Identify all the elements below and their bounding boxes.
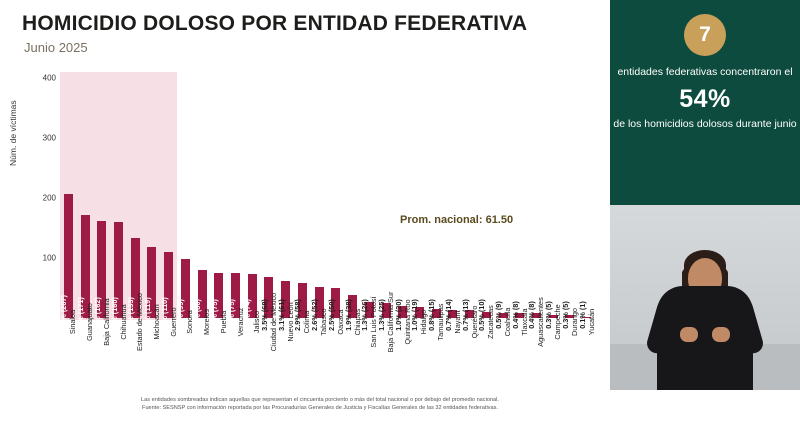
y-axis-label: Núm. de víctimas <box>8 100 18 166</box>
x-axis-tick-text: San Luis Potosí <box>369 296 379 348</box>
x-axis-tick-text: Campeche <box>553 304 563 340</box>
x-axis-tick-text: Ciudad de México <box>268 292 278 352</box>
bar-value-label: 0.4% (8) <box>510 301 520 329</box>
y-axis-tick: 100 <box>42 253 56 263</box>
x-axis-tick-text: Yucatán <box>586 308 596 336</box>
x-axis-tick-text: Guanajuato <box>85 303 95 341</box>
bar-value-label: 0.5% (10) <box>477 299 487 331</box>
y-axis-tick: 300 <box>42 133 56 143</box>
side-panel <box>610 0 800 426</box>
x-axis-tick-text: Tamaulipas <box>436 303 446 341</box>
bar-value-label: 0.8% (15) <box>427 299 437 331</box>
bar-value-label: 1.0% (19) <box>410 299 420 331</box>
x-axis-tick-text: Colima <box>302 310 312 334</box>
x-axis-tick-text: Jalisco <box>252 310 262 334</box>
highlight-callout <box>610 0 800 205</box>
x-axis-tick-text: Puebla <box>218 310 228 334</box>
callout-text-bottom: de los homicidios dolosos durante junio <box>613 118 797 131</box>
bar-value-label: 2.9% (58) <box>293 299 303 331</box>
x-axis-tick-text: Nuevo León <box>285 302 295 342</box>
bar-value-label: 1.3% (25) <box>377 299 387 331</box>
bar-value-label: 1.9% (38) <box>343 299 353 331</box>
x-axis-tick-text: Nayarit <box>452 310 462 334</box>
x-axis-tick-text: Chiapas <box>352 308 362 336</box>
bar-value-label: 10.5% (207) <box>59 295 69 335</box>
bar-value-label: 6.8% (133) <box>126 297 136 333</box>
x-axis-tick-text: Querétaro <box>469 305 479 339</box>
national-average-annotation: Prom. nacional: 61.50 <box>400 214 514 226</box>
bar-value-label: 1.0% (20) <box>393 299 403 331</box>
bar-value-label: 0.4% (8) <box>527 301 537 329</box>
footnote <box>70 396 570 413</box>
sign-language-interpreter-video <box>610 205 800 390</box>
video-footer-spacer <box>610 390 800 426</box>
x-axis-tick-text: Quintana Roo <box>402 299 412 345</box>
bar-value-label: 0.7% (13) <box>460 299 470 331</box>
bar-value-label: 2.5% (50) <box>326 299 336 331</box>
y-axis-tick: 400 <box>42 73 56 83</box>
y-axis-ticks <box>26 73 60 318</box>
bar-value-label: 3.1% (61) <box>276 299 286 331</box>
x-axis-tick-text: Zacatecas <box>486 305 496 339</box>
x-axis-tick-text: Chihuahua <box>118 304 128 340</box>
bar-value-label: 0.1% (1) <box>577 301 587 329</box>
x-axis-tick-text: Tabasco <box>319 308 329 336</box>
bar-value-label: 6.0% (119) <box>142 297 152 333</box>
x-axis-tick-text: Baja California <box>101 298 111 346</box>
callout-big-number: 54% <box>679 85 731 114</box>
interpreter-figure <box>650 230 760 390</box>
x-axis-tick-text: Michoacán <box>151 304 161 340</box>
bar-value-label: 0.5% (9) <box>494 301 504 329</box>
hand-right <box>712 327 730 342</box>
bar-value-label: 3.8% (75) <box>209 299 219 331</box>
x-axis-tick-text: Aguascalientes <box>536 297 546 347</box>
bar-value-label: 8.7% (171) <box>76 297 86 333</box>
bar-value-label: 0.3% (5) <box>544 301 554 329</box>
bar-value-label: 8.1% (160) <box>109 297 119 333</box>
bar-value-label: 5.0% (99) <box>176 299 186 331</box>
x-axis-tick-text: Sonora <box>185 310 195 334</box>
x-axis-tick-text: Morelos <box>202 309 212 335</box>
bar-value-label: 0.7% (14) <box>443 299 453 331</box>
bar-value-label: 0.3% (5) <box>560 301 570 329</box>
bar-value-label: 2.6% (52) <box>310 299 320 331</box>
y-axis-tick: 200 <box>42 193 56 203</box>
bar-value-label: 8.2% (162) <box>92 297 102 333</box>
callout-circle-number: 7 <box>684 14 726 56</box>
x-axis-tick-text: Sinaloa <box>68 309 78 335</box>
x-axis-tick-text: Veracruz <box>235 307 245 337</box>
bar-value-label: 3.8% (75) <box>226 299 236 331</box>
footnote-line-2: Fuente: SESNSP con información reportada por las Procuradurías Generales de Justicia y Fiscalías Generales de las 32 entidades federativas. <box>142 405 498 412</box>
bar-value-label: 3.5% (68) <box>259 299 269 331</box>
bar-value-label: 4.1% (80) <box>193 299 203 331</box>
x-axis-tick-text: Guerrero <box>168 307 178 337</box>
page-subtitle: Junio 2025 <box>24 40 88 55</box>
footnote-line-1: Las entidades sombreadas indican aquellas que representan el cincuenta porciento o más del total nacional o por debajo del promedio nacional. <box>141 397 499 403</box>
page-title: HOMICIDIO DOLOSO POR ENTIDAD FEDERATIVA <box>22 12 528 35</box>
x-axis-tick-text: Durango <box>569 308 579 336</box>
x-axis-tick-text: Oaxaca <box>335 309 345 335</box>
callout-text-top: entidades federativas concentraron el <box>617 66 793 78</box>
x-axis-tick-text: Tlaxcala <box>519 308 529 336</box>
bar-value-label: 5.6% (110) <box>159 297 169 333</box>
bar-value-label: 3.8% (74) <box>243 299 253 331</box>
x-axis-tick-text: Baja California Sur <box>386 291 396 353</box>
bar-value-label: 1.3% (26) <box>360 299 370 331</box>
x-axis-tick-text: Coahuila <box>503 307 513 337</box>
x-axis-tick-text: Estado de México <box>135 292 145 352</box>
hand-left <box>680 327 698 342</box>
x-axis-tick-text: Hidalgo <box>419 309 429 335</box>
